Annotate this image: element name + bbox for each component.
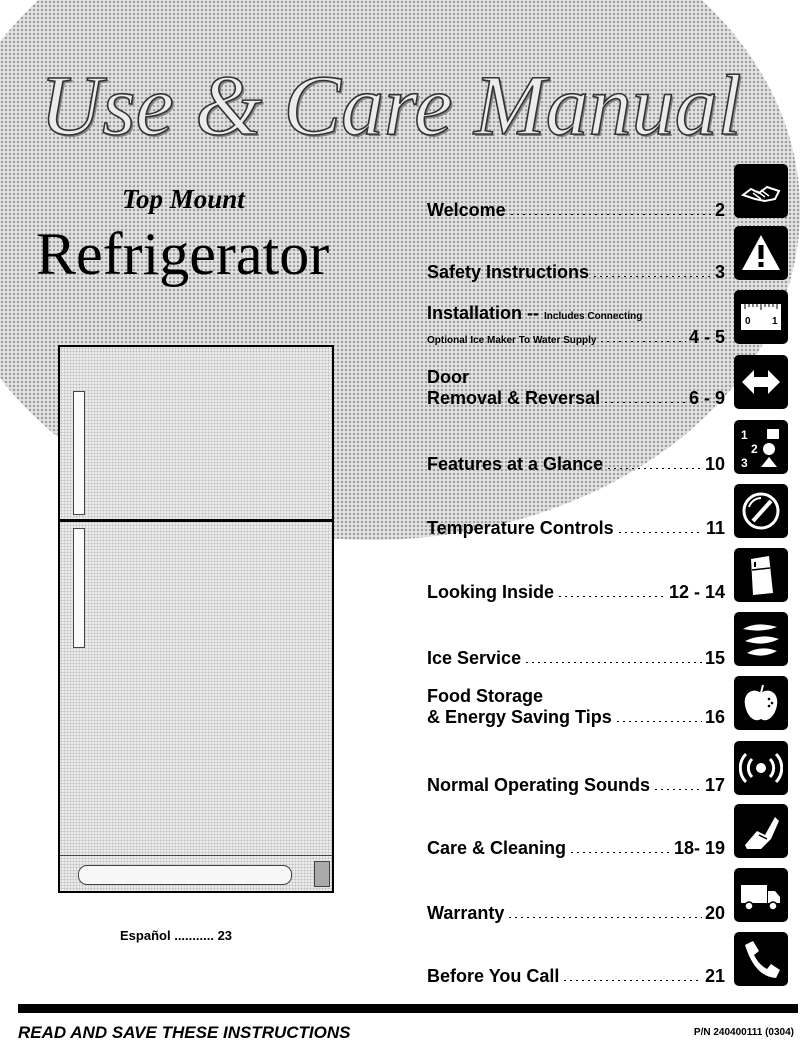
fridge-icon xyxy=(734,548,788,602)
toc-leader xyxy=(653,788,702,791)
toc-page: 18- 19 xyxy=(673,838,725,858)
footer-rule xyxy=(18,1004,798,1013)
cleaning-hand-icon xyxy=(734,804,788,858)
toc-leader xyxy=(599,340,685,343)
toc-page: 4 - 5 xyxy=(688,327,725,347)
toc-leader xyxy=(509,213,712,216)
toc-label: Looking Inside xyxy=(427,582,555,602)
espanol-entry[interactable] xyxy=(120,928,232,943)
toc-item-looking-inside[interactable] xyxy=(427,582,725,603)
toe-grille xyxy=(78,865,292,885)
grille-block xyxy=(314,861,330,887)
refrigerator-illustration xyxy=(58,345,334,893)
product-subtitle: Top Mount xyxy=(122,184,245,214)
toc-leader xyxy=(615,720,702,723)
toc-page: 15 xyxy=(704,648,725,668)
toc-first-line: Installation -- xyxy=(427,303,544,323)
toc-item-installation[interactable] xyxy=(427,303,725,351)
toc-label: Normal Operating Sounds xyxy=(427,775,651,795)
ruler-icon xyxy=(734,290,788,344)
espanol-dots: ........... xyxy=(174,928,214,943)
toc-page: 10 xyxy=(704,454,725,474)
ice-icon xyxy=(734,612,788,666)
shapes-icon xyxy=(734,420,788,474)
toc-item-food-storage[interactable] xyxy=(427,686,725,728)
phone-icon xyxy=(734,932,788,986)
espanol-label: Español xyxy=(120,928,171,943)
freezer-divider xyxy=(60,519,332,522)
toc-page: 21 xyxy=(704,966,725,986)
toc-leader xyxy=(507,916,702,919)
toc-leader xyxy=(524,661,702,664)
toc-item-welcome[interactable] xyxy=(427,200,725,221)
toc-item-warranty[interactable] xyxy=(427,903,725,924)
part-number: P/N 240400111 (0304) xyxy=(693,1027,794,1038)
toc-item-ice-service[interactable] xyxy=(427,648,725,669)
freezer-handle xyxy=(73,391,85,515)
toc-label: Before You Call xyxy=(427,966,560,986)
sound-icon xyxy=(734,741,788,795)
toc-page: 16 xyxy=(704,707,725,727)
footer-instructions: READ AND SAVE THESE INSTRUCTIONS xyxy=(18,1023,351,1042)
toc-item-temperature[interactable] xyxy=(427,518,725,539)
toc-note: Includes Connecting xyxy=(544,311,643,322)
toc-label: Safety Instructions xyxy=(427,262,590,282)
toc-page: 17 xyxy=(704,775,725,795)
toc-page: 12 - 14 xyxy=(668,582,725,602)
toc-page: 2 xyxy=(714,200,725,220)
svg-text:2: 2 xyxy=(751,442,758,456)
svg-text:0: 0 xyxy=(745,316,751,327)
apple-icon xyxy=(734,676,788,730)
toc-page: 20 xyxy=(704,903,725,923)
toc-item-sounds[interactable] xyxy=(427,775,725,796)
toc-leader xyxy=(617,531,703,534)
toc-first-line: Food Storage xyxy=(427,686,543,706)
truck-icon xyxy=(734,868,788,922)
toc-label: Ice Service xyxy=(427,648,522,668)
toc-label: Welcome xyxy=(427,200,506,220)
toc-label: Removal & Reversal xyxy=(427,388,601,408)
svg-text:1: 1 xyxy=(772,316,778,327)
toc-leader xyxy=(557,595,666,598)
toc-label: Optional Ice Maker To Water Supply xyxy=(427,335,597,346)
toc-page: 11 xyxy=(705,518,725,538)
toc-item-before-you-call[interactable] xyxy=(427,966,725,987)
toc-label: Warranty xyxy=(427,903,505,923)
toc-leader xyxy=(606,467,702,470)
toc-item-cleaning[interactable] xyxy=(427,838,725,859)
dial-icon xyxy=(734,484,788,538)
espanol-page: 23 xyxy=(217,928,233,943)
toc-label: Care & Cleaning xyxy=(427,838,567,858)
toc-leader xyxy=(569,851,671,854)
fresh-food-handle xyxy=(73,528,85,648)
product-name: Refrigerator xyxy=(36,221,330,287)
manual-title: Use & Care Manual xyxy=(40,57,742,153)
toc-item-features[interactable] xyxy=(427,454,725,475)
warning-icon xyxy=(734,226,788,280)
toc-first-line: Door xyxy=(427,367,469,387)
toc-item-door[interactable] xyxy=(427,367,725,409)
double-arrow-icon xyxy=(734,355,788,409)
toc-leader xyxy=(603,401,686,404)
toc-item-safety[interactable] xyxy=(427,262,725,283)
base-line xyxy=(60,855,332,856)
toc-page: 6 - 9 xyxy=(688,388,725,408)
handshake-icon xyxy=(734,164,788,218)
toc-label: & Energy Saving Tips xyxy=(427,707,612,727)
toc-leader xyxy=(592,275,712,278)
svg-text:1: 1 xyxy=(741,428,748,442)
toc-leader xyxy=(562,979,702,982)
svg-text:3: 3 xyxy=(741,456,748,469)
toc-page: 3 xyxy=(714,262,725,282)
toc-label: Features at a Glance xyxy=(427,454,604,474)
toc-label: Temperature Controls xyxy=(427,518,614,538)
